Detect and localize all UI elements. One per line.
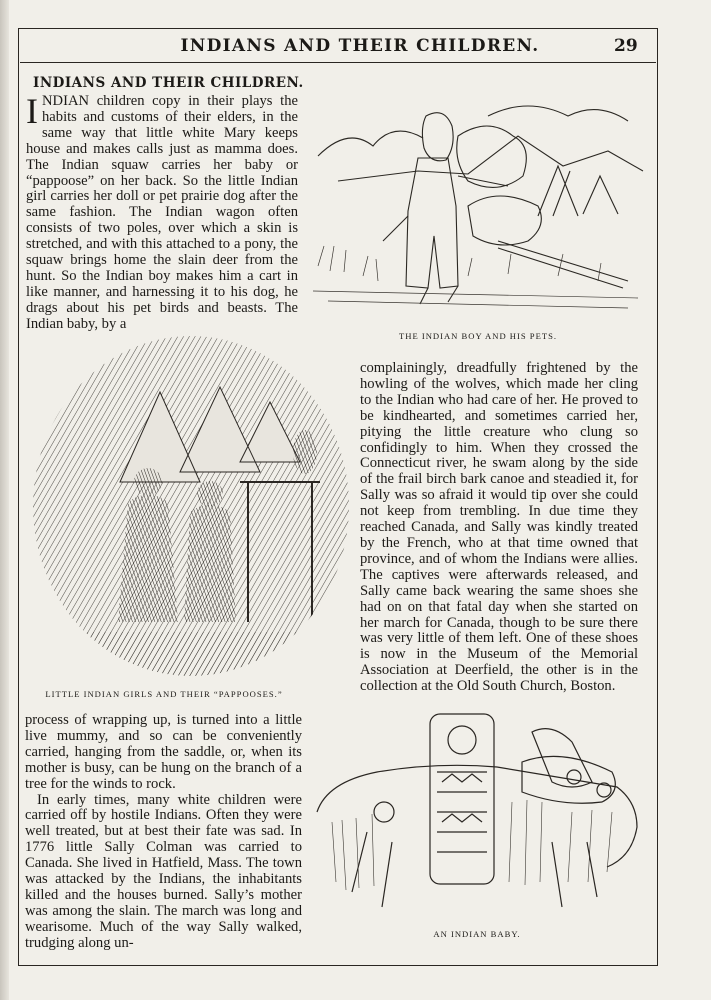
- article-title: INDIANS AND THEIR CHILDREN.: [33, 75, 304, 91]
- column-1-top-paragraph: [26, 91, 298, 333]
- paragraph-intro: NDIAN children copy in their plays the habits and customs of their elders, in the same way that little white Mary keeps house and makes calls just as mamma does. The Indian squaw carries her baby or “pappoose” on her back. So the little Indian girl carries her doll or pet prairie dog after the same fashion. The Indian wagon often consists of two poles, over which a skin is stretched, and with this attached to a pony, the squaw brings home the slain deer from the hunt. So the Indian boy makes him a cart in like manner, and harnessing it to his dog, he drags about his pet birds and beasts. The Indian baby, by a: [26, 93, 298, 332]
- indian-girls-caption: LITTLE INDIAN GIRLS AND THEIR “PAPPOOSES.”: [45, 689, 283, 699]
- page-number: 29: [614, 36, 638, 56]
- drop-cap: I: [26, 91, 38, 131]
- column-2-paragraph: complainingly, dreadfully frightened by the howling of the wolves, which made her cling to the Indian who had care of her. He proved to be kindhearted, and sometimes carried her, pitying the little creature who clung so confidingly to him. When they crossed the Connecticut river, he swam along by the side of the frail birch bark canoe and steadied it, for Sally was so afraid it would tip over she could not keep from trembling. In due time they reached Canada, and Sally was kindly treated by the French, who at that time owned that province, and of whom the Indians were allies. The captives were afterwards released, and Sally came back wearing the same shoes she had on on that fatal day when she started on her march for Canada, though to be sure there was very little of them left. One of these shoes is now in the Museum of the Memorial Association at Deerfield, the other is in the collection at the Old South Church, Boston.: [360, 360, 638, 695]
- boy-and-pets-illustration: [308, 76, 648, 314]
- boy-and-pets-caption: THE INDIAN BOY AND HIS PETS.: [398, 331, 558, 341]
- header-rule: [20, 62, 656, 63]
- paragraph-sally-colman: In early times, many white children were carried off by hostile Indians. Often they were well treated, but at best their fate was sad. In 1776 little Sally Colman was carried to Canada. She lived in Hatfield, Mass. The town was attacked by the Indians, the inhabitants killed and the houses burned. Sally’s mother was among the slain. The march was long and wearisome. Much of the way Sally walked, trudging along un-: [25, 791, 302, 951]
- paragraph-mummy: process of wrapping up, is turned into a little live mummy, and so can be conveniently carried, hanging from the saddle, or, when its mother is busy, can be hung on the branch of a tree for the winds to rock.: [25, 712, 302, 792]
- column-1-bottom-text: [25, 713, 302, 952]
- indian-girls-illustration: [30, 332, 352, 680]
- indian-baby-caption: AN INDIAN BABY.: [433, 929, 521, 939]
- book-spine-shadow: [0, 0, 9, 1000]
- indian-baby-illustration: [312, 692, 642, 920]
- running-head: INDIANS AND THEIR CHILDREN.: [180, 36, 540, 56]
